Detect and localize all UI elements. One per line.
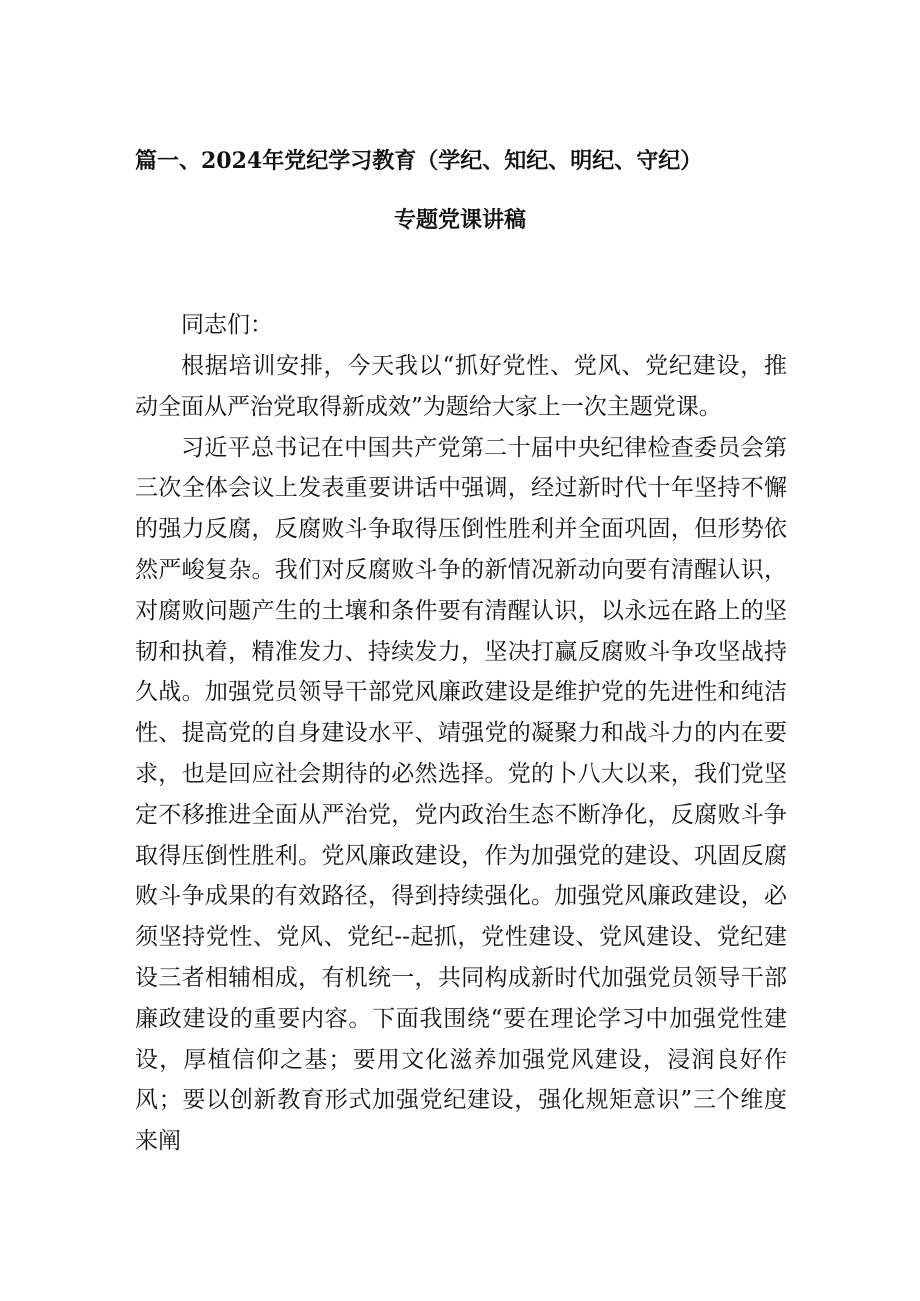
body-paragraphs xyxy=(135,346,787,1155)
paragraph-main: 习近平总书记在中国共产党第二十届中央纪律检查委员会第三次全体会议上发表重要讲话中强调，经过新时代十年坚持不懈的强力反腐，反腐败斗争取得压倒性胜利并全面巩固，但形势依然严峻复杂。我们对反腐败斗争的新情况新动向要有清醒认识，对腐败问题产生的土壤和条件要有清醒认识，以永远在路上的坚韧和执着，精准发力、持续发力，坚决打赢反腐败斗争攻坚战持久战。加强党员领导干部党风廉政建设是维护党的先进性和纯洁性、提高党的自身建设水平、靖强党的凝聚力和战斗力的内在要求，也是回应社会期待的必然选择。党的卜八大以来，我们党坚定不移推进全面从严治党，党内政治生态不断净化，反腐败斗争取得压倒性胜利。党风廉政建设，作为加强党的建设、巩固反腐败斗争成果的有效路径，得到持续强化。加强党风廉政建设，必须坚持党性、党风、党纪--起抓，党性建设、党风建设、党纪建设三者相辅相成，有机统一，共同构成新时代加强党员领导干部廉政建设的重要内容。下面我围绕“要在理论学习中加强党性建设，厚植信仰之基；要用文化滋养加强党风建设，浸润良好作风；要以创新教育形式加强党纪建设，强化规矩意识”三个维度来阐 xyxy=(135,434,787,1155)
paragraph-intro: 根据培训安排，今天我以“抓好党性、党风、党纪建设，推动全面从严治党取得新成效”为题给大家上一次主题党课。 xyxy=(135,353,787,420)
document-subtitle: 专题党课讲稿 xyxy=(393,207,526,233)
document-title: 篇一、2024年党纪学习教育（学纪、知纪、明纪、守纪） xyxy=(135,148,703,174)
greeting-block xyxy=(135,305,787,346)
greeting-line: 同志们： xyxy=(181,312,273,338)
